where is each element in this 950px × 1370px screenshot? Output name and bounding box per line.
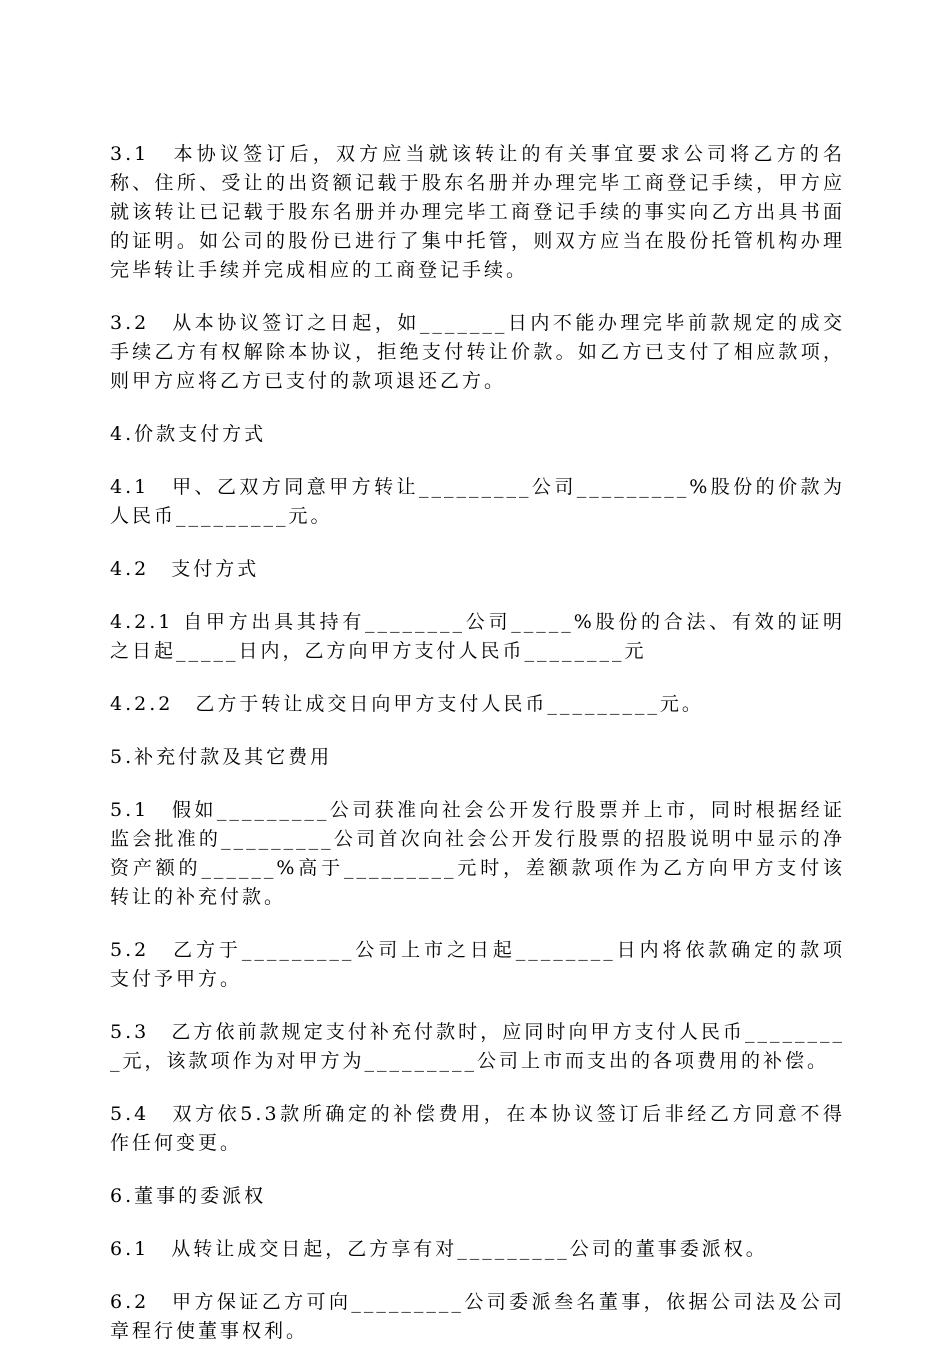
section-5-heading: 5.补充付款及其它费用 <box>110 746 333 768</box>
section-6-heading: 6.董事的委派权 <box>110 1185 267 1207</box>
clause-3-1: 3.1 本协议签订后，双方应当就该转让的有关事宜要求公司将乙方的名称、住所、受让的出资额记载于股东名册并办理完毕工商登记手续，甲方应就该转让已记载于股东名册并办理完毕工商登记手续的事实向乙方出具书面的证明。如公司的股份已进行了集中托管，则双方应当在股份托管机构办理完毕转让手续并完成相应的工商登记手续。 <box>110 143 845 281</box>
clause-4-2-heading: 4.2 支付方式 <box>110 558 260 580</box>
clause-6-2: 6.2 甲方保证乙方可向_________公司委派叁名董事，依据公司法及公司章程行使董事权利。 <box>110 1291 845 1342</box>
section-4-heading: 4.价款支付方式 <box>110 423 267 445</box>
clause-5-4: 5.4 双方依5.3款所确定的补偿费用，在本协议签订后非经乙方同意不得作任何变更。 <box>110 1103 845 1154</box>
clause-4-1: 4.1 甲、乙双方同意甲方转让_________公司_________%股份的价款为人民币_________元。 <box>110 476 845 527</box>
clause-6-1: 6.1 从转让成交日起，乙方享有对_________公司的董事委派权。 <box>110 1238 768 1260</box>
clause-5-1: 5.1 假如_________公司获准向社会公开发行股票并上市，同时根据经证监会批准的_________公司首次向社会公开发行股票的招股说明中显示的净资产额的______%高于_________元时，差额款项作为乙方向甲方支付该转让的补充付款。 <box>110 799 845 908</box>
document-page <box>110 140 845 1370</box>
clause-3-2: 3.2 从本协议签订之日起，如_______日内不能办理完毕前款规定的成交手续乙方有权解除本协议，拒绝支付转让价款。如乙方已支付了相应款项，则甲方应将乙方已支付的款项退还乙方。 <box>110 312 845 392</box>
clause-5-3: 5.3 乙方依前款规定支付补充付款时，应同时向甲方支付人民币_________元，该款项作为对甲方为_________公司上市而支出的各项费用的补偿。 <box>110 1021 845 1072</box>
clause-5-2: 5.2 乙方于_________公司上市之日起________日内将依款确定的款项支付予甲方。 <box>110 939 845 990</box>
clause-4-2-2: 4.2.2 乙方于转让成交日向甲方支付人民币_________元。 <box>110 693 704 715</box>
clause-4-2-1: 4.2.1 自甲方出具其持有________公司_____%股份的合法、有效的证明之日起_____日内，乙方向甲方支付人民币________元 <box>110 611 845 662</box>
